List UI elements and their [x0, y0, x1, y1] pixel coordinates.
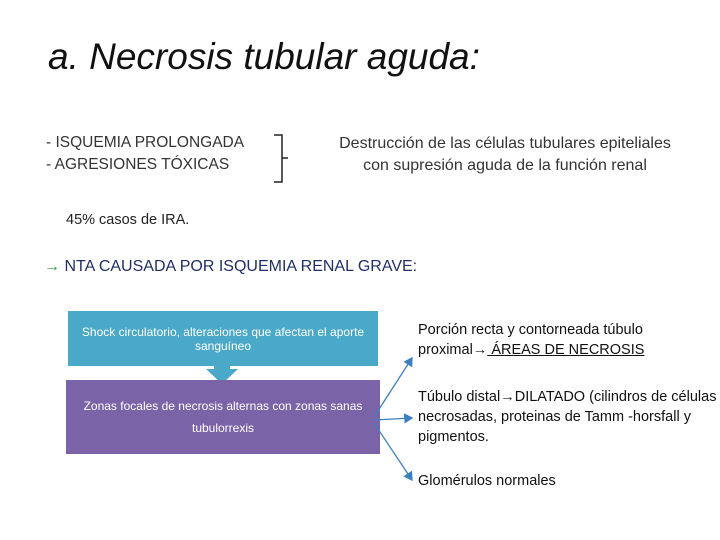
connector-to-distal	[374, 418, 412, 420]
finding-proximal-line-2	[418, 340, 718, 360]
arrow-right-icon: →	[500, 389, 515, 405]
arrow-right-icon: →	[44, 258, 60, 275]
finding-glomerulos: Glomérulos normales	[418, 473, 556, 489]
distal-description: DILATADO (cilindros de células necrosadas, proteinas de Tamm -horsfall y pigmentos.	[418, 389, 717, 445]
proximal-label: proximal	[418, 342, 473, 358]
effect-text	[300, 133, 710, 177]
ira-percentage: 45% casos de IRA.	[66, 212, 190, 228]
necrosis-box-text: Zonas focales de necrosis alternas con zonas sanas tubulorrexis	[83, 399, 363, 435]
finding-distal	[418, 387, 718, 447]
effect-line-2: con supresión aguda de la función renal	[363, 157, 647, 174]
page-title: a. Necrosis tubular aguda:	[48, 36, 480, 77]
nta-heading-text: NTA CAUSADA POR ISQUEMIA RENAL GRAVE:	[60, 258, 418, 275]
bracket-icon	[270, 134, 290, 184]
cause-box-shock	[68, 311, 378, 366]
distal-label: Túbulo distal	[418, 389, 501, 405]
cause-toxic: - AGRESIONES TÓXICAS	[46, 156, 230, 173]
necrosis-box	[66, 380, 380, 454]
cause-ischemia: - ISQUEMIA PROLONGADA	[46, 134, 245, 151]
nta-heading	[44, 258, 417, 276]
finding-proximal	[418, 320, 718, 360]
causes-list	[46, 132, 244, 176]
connector-to-proximal	[374, 358, 412, 417]
finding-proximal-line-1: Porción recta y contorneada túbulo	[418, 322, 643, 338]
cause-box-shock-text: Shock circulatorio, alteraciones que afectan el aporte sanguíneo	[81, 324, 365, 353]
effect-line-1: Destrucción de las células tubulares epiteliales	[339, 135, 671, 152]
necrosis-areas-label: ÁREAS DE NECROSIS	[487, 342, 645, 358]
arrow-right-icon: →	[472, 342, 488, 358]
connector-to-glomerulos	[374, 423, 412, 480]
